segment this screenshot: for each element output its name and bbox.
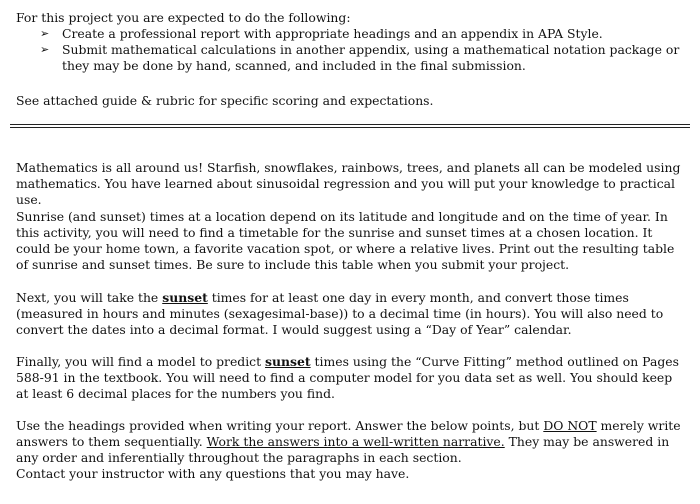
emphasis-sunset: sunset <box>265 354 311 369</box>
requirement-text: Submit mathematical calculations in another appendix, using a mathematical notation package or they may be done by hand, scanned, and included in the final submission. <box>62 42 680 73</box>
text-run: Finally, you will find a model to predict <box>16 354 266 369</box>
arrow-bullet-icon: ➢ <box>40 27 50 40</box>
text-run: times for at least one day in every month, and convert those times (measured in hours and minutes (sexagesimal-base)) to a decimal time (in hours). You will also need to convert the dates into a decimal format. I would suggest using a “Day of Year” calendar. <box>16 290 664 337</box>
paragraph-intro-math: Mathematics is all around us! Starfish, snowflakes, rainbows, trees, and planets all can be modeled using mathematics. You have learned about sinusoidal regression and you will put your knowledge to practical use. <box>16 160 681 207</box>
emphasis-narrative: Work the answers into a well-written narrative. <box>206 434 505 449</box>
paragraph-sunrise-sunset: Sunrise (and sunset) times at a location depend on its latitude and longitude and on the time of year. In this activity, you will need to find a timetable for the sunrise and sunset times at a chosen location. It could be your home town, a favorite vacation spot, or where a relative lives. Print out the resulting table of sunrise and sunset times. Be sure to include this table when you submit your project. <box>16 209 675 272</box>
text-run: merely write answers to them sequentially. <box>16 418 681 449</box>
paragraph-curve-fitting <box>16 354 686 402</box>
requirement-text: Create a professional report with appropriate headings and an appendix in APA Style. <box>62 26 603 41</box>
contact-line: Contact your instructor with any questions that you may have. <box>16 466 410 481</box>
requirement-item <box>16 26 686 42</box>
emphasis-sunset: sunset <box>162 290 208 305</box>
emphasis-do-not: DO NOT <box>543 418 597 433</box>
paragraph-sunset-conversion <box>16 290 686 338</box>
requirements-list <box>16 26 686 74</box>
intro-lead: For this project you are expected to do the following: <box>16 10 351 25</box>
text-run: times using the “Curve Fitting” method outlined on Pages 588-91 in the textbook. You will need to find a computer model for you data set as well. You should keep at least 6 decimal places for the numbers you find. <box>16 354 679 401</box>
text-run: They may be answered in any order and inferentially throughout the paragraphs in each section. <box>16 434 670 465</box>
text-run: Use the headings provided when writing your report. Answer the below points, but <box>16 418 544 433</box>
arrow-bullet-icon: ➢ <box>40 43 50 56</box>
rubric-note: See attached guide & rubric for specific scoring and expectations. <box>16 93 434 108</box>
requirement-item <box>16 42 686 74</box>
paragraph-report-guidance <box>16 418 686 482</box>
double-rule-divider <box>10 124 690 128</box>
instructions-intro <box>16 10 686 74</box>
text-run: Next, you will take the <box>16 290 163 305</box>
